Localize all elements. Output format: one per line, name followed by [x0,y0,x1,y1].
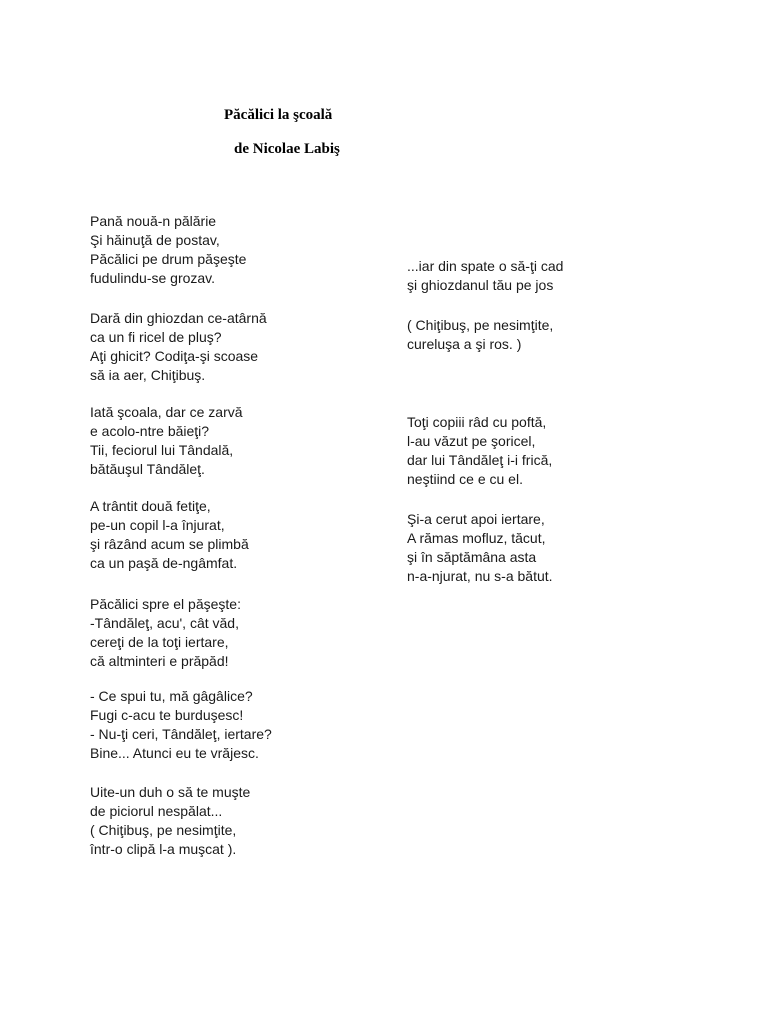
verse-line: şi în săptămâna asta [407,549,537,565]
verse-line: neştiind ce e cu el. [407,471,523,487]
stanza [407,510,657,586]
verse-line: A trântit două fetiţe, [90,498,211,514]
verse-line: Tii, feciorul lui Tândală, [90,442,234,458]
stanza [90,783,380,859]
verse-line: Toţi copiii râd cu poftă, [407,414,547,430]
verse-line: cereţi de la toţi iertare, [90,634,229,650]
verse-line: Uite-un duh o să te muşte [90,784,251,800]
verse-line: n-a-njurat, nu s-a bătut. [407,568,553,584]
verse-line: bătăuşul Tândăleţ. [90,461,205,477]
verse-line: Fugi c-acu te burduşesc! [90,707,244,723]
verse-line: ( Chiţibuş, pe nesimţite, [407,317,554,333]
stanza [90,497,380,573]
verse-line: - Nu-ţi ceri, Tândăleţ, iertare? [90,726,272,742]
stanza [90,687,380,763]
verse-line: şi râzând acum se plimbă [90,536,249,552]
verse-line: Păcălici pe drum păşeşte [90,251,247,267]
verse-line: să ia aer, Chiţibuş. [90,367,206,383]
verse-line: A rămas mofluz, tăcut, [407,530,546,546]
verse-line: -Tândăleţ, acu', cât văd, [90,615,239,631]
verse-line: de piciorul nespălat... [90,803,223,819]
verse-line: dar lui Tândăleţ i-i frică, [407,452,553,468]
stanza [90,595,380,671]
verse-line: - Ce spui tu, mă gâgâlice? [90,688,253,704]
verse-line: fudulindu-se grozav. [90,270,216,286]
verse-line: ca un fi ricel de pluş? [90,329,222,345]
stanza [407,316,657,354]
verse-line: Bine... Atunci eu te vrăjesc. [90,745,259,761]
verse-line: ca un paşă de-ngâmfat. [90,555,238,571]
verse-line: şi ghiozdanul tău pe jos [407,277,554,293]
verse-line: Aţi ghicit? Codiţa-şi scoase [90,348,259,364]
poem-title: Păcălici la şcoală [224,107,333,123]
verse-line: Şi hăinuţă de postav, [90,232,220,248]
verse-line: cureluşa a şi ros. ) [407,336,522,352]
verse-line: Iată şcoala, dar ce zarvă [90,404,243,420]
verse-line: e acolo-ntre băieţi? [90,423,210,439]
verse-line: Pană nouă-n pălărie [90,213,217,229]
stanza [407,413,657,489]
verse-line: ...iar din spate o să-ţi cad [407,258,564,274]
stanza [90,309,380,385]
verse-line: că altminteri e prăpăd! [90,653,229,669]
verse-line: l-au văzut pe şoricel, [407,433,536,449]
stanza [90,403,380,479]
poem-author: de Nicolae Labiş [234,141,340,157]
verse-line: Dară din ghiozdan ce-atârnă [90,310,267,326]
stanza [90,212,380,288]
verse-line: într-o clipă l-a muşcat ). [90,841,237,857]
verse-line: Şi-a cerut apoi iertare, [407,511,545,527]
verse-line: ( Chiţibuş, pe nesimţite, [90,822,237,838]
verse-line: Păcălici spre el păşeşte: [90,596,241,612]
stanza [407,257,657,295]
verse-line: pe-un copil l-a înjurat, [90,517,225,533]
